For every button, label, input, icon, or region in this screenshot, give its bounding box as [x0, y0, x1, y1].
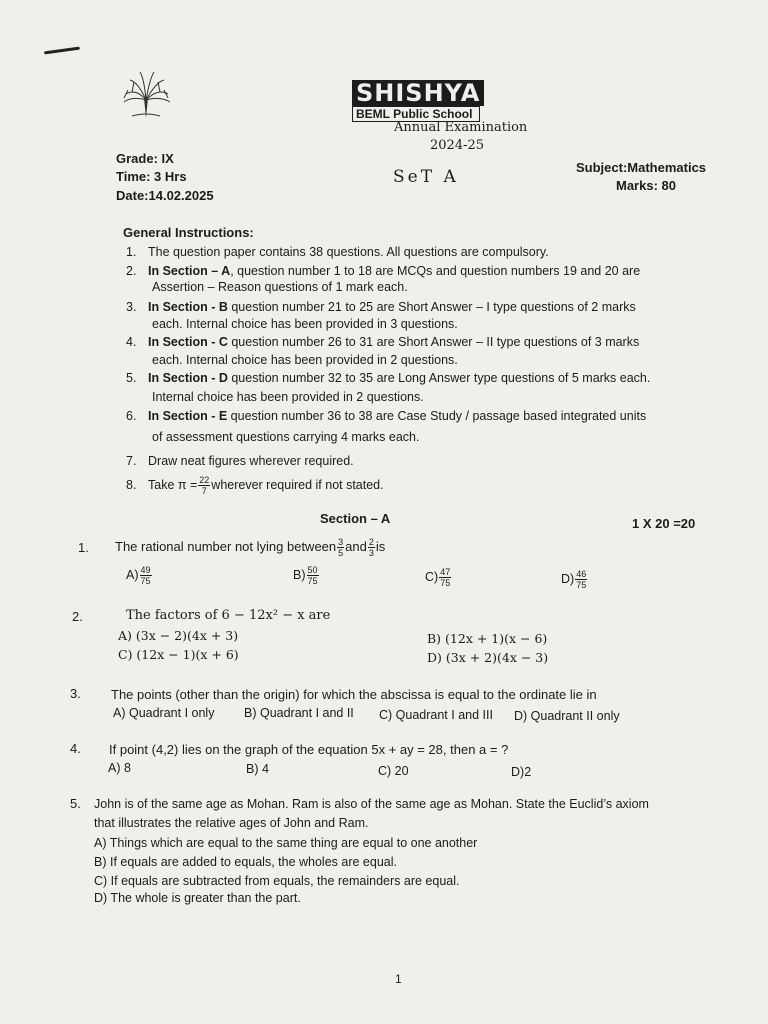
option-a: A) Quadrant I only: [113, 706, 215, 720]
marks: Marks: 80: [616, 178, 676, 193]
question-text: If point (4,2) lies on the graph of the equation 5x + ay = 28, then a = ?: [109, 742, 509, 757]
brand-block: [352, 80, 484, 122]
instruction-item: 1. The question paper contains 38 questions. All questions are compulsory.: [126, 245, 549, 259]
section-marks: 1 X 20 =20: [632, 516, 696, 531]
exam-title: Annual Examination: [394, 120, 528, 135]
option-d: D) $\frac{46}{75}$: [561, 569, 587, 590]
instruction-item: Internal choice has been provided in 2 questions.: [152, 390, 424, 404]
option-a: A) Things which are equal to the same thing are equal to one another: [94, 836, 478, 850]
question-text: The rational number not lying between $\frac{3}{5}$ and $\frac{2}{3}$ is: [115, 537, 386, 558]
section-title: Section – A: [320, 511, 391, 526]
question-number: 3.: [70, 686, 81, 701]
instruction-item: 2. In Section – A, question number 1 to 18 are MCQs and question numbers 19 and 20 are: [126, 264, 641, 278]
instruction-item: 5. In Section - D question number 32 to 35 are Long Answer type questions of 5 marks each.: [126, 371, 651, 385]
question-text: The points (other than the origin) for which the abscissa is equal to the ordinate lie in: [111, 687, 597, 702]
subject: Subject:Mathematics: [576, 160, 707, 175]
school-logo-icon: [118, 68, 174, 120]
option-b: B) 4: [246, 762, 269, 776]
option-b: B) $\frac{50}{75}$: [293, 565, 318, 586]
instruction-item: 3. In Section - B question number 21 to 25 are Short Answer – I type questions of 2 marks: [126, 300, 636, 314]
option-d: D) Quadrant II only: [514, 709, 620, 723]
fraction: $\frac{22}{7}$: [199, 475, 210, 496]
option-c: C) $\frac{47}{75}$: [425, 567, 451, 588]
instruction-item: of assessment questions carrying 4 marks each.: [152, 430, 420, 444]
exam-year: 2024-25: [430, 138, 485, 153]
question-text: The factors of 6 − 12x² − x are: [126, 608, 331, 623]
question-text-cont: that illustrates the relative ages of John and Ram.: [94, 816, 369, 830]
instruction-item: 6. In Section - E question number 36 to 38 are Case Study / passage based integrated units: [126, 409, 647, 423]
instruction-item: 8. Take π = $\frac{22}{7}$ wherever required if not stated.: [126, 475, 384, 496]
page-number: 1: [395, 972, 402, 986]
set-label: SeT A: [393, 167, 459, 187]
question-number: 4.: [70, 741, 81, 756]
option-b: B) If equals are added to equals, the wholes are equal.: [94, 855, 397, 869]
question-number: 5.: [70, 796, 81, 811]
instruction-item: 7. Draw neat figures wherever required.: [126, 454, 354, 468]
option-b: B) Quadrant I and II: [244, 706, 354, 720]
grade: Grade: IX: [116, 151, 174, 166]
instructions-title: General Instructions:: [123, 225, 254, 240]
option-c: C) (12x − 1)(x + 6): [118, 647, 239, 662]
instruction-item: 4. In Section - C question number 26 to 31 are Short Answer – II type questions of 3 marks: [126, 335, 640, 349]
option-d: D) The whole is greater than the part.: [94, 891, 301, 905]
option-d: D) (3x + 2)(4x − 3): [427, 650, 549, 665]
option-a: A) $\frac{49}{75}$: [126, 565, 151, 586]
question-number: 1.: [78, 540, 89, 555]
option-b: B) (12x + 1)(x − 6): [427, 631, 548, 646]
option-d: D)2: [511, 765, 532, 779]
pen-mark: [44, 47, 80, 55]
option-a: A) 8: [108, 761, 131, 775]
brand-name: SHISHYA: [352, 80, 484, 106]
option-c: C) Quadrant I and III: [379, 708, 493, 722]
option-a: A) (3x − 2)(4x + 3): [118, 628, 239, 643]
instruction-item: each. Internal choice has been provided in 2 questions.: [152, 353, 458, 367]
date: Date:14.02.2025: [116, 188, 214, 203]
option-c: C) 20: [378, 764, 409, 778]
question-text: John is of the same age as Mohan. Ram is also of the same age as Mohan. State the Euclid’s axiom: [94, 797, 649, 811]
option-c: C) If equals are subtracted from equals, the remainders are equal.: [94, 874, 460, 888]
time: Time: 3 Hrs: [116, 169, 187, 184]
school-name: BEML Public School: [352, 106, 480, 122]
instruction-item: Assertion – Reason questions of 1 mark each.: [152, 280, 408, 294]
instruction-item: each. Internal choice has been provided in 3 questions.: [152, 317, 458, 331]
question-number: 2.: [72, 609, 83, 624]
